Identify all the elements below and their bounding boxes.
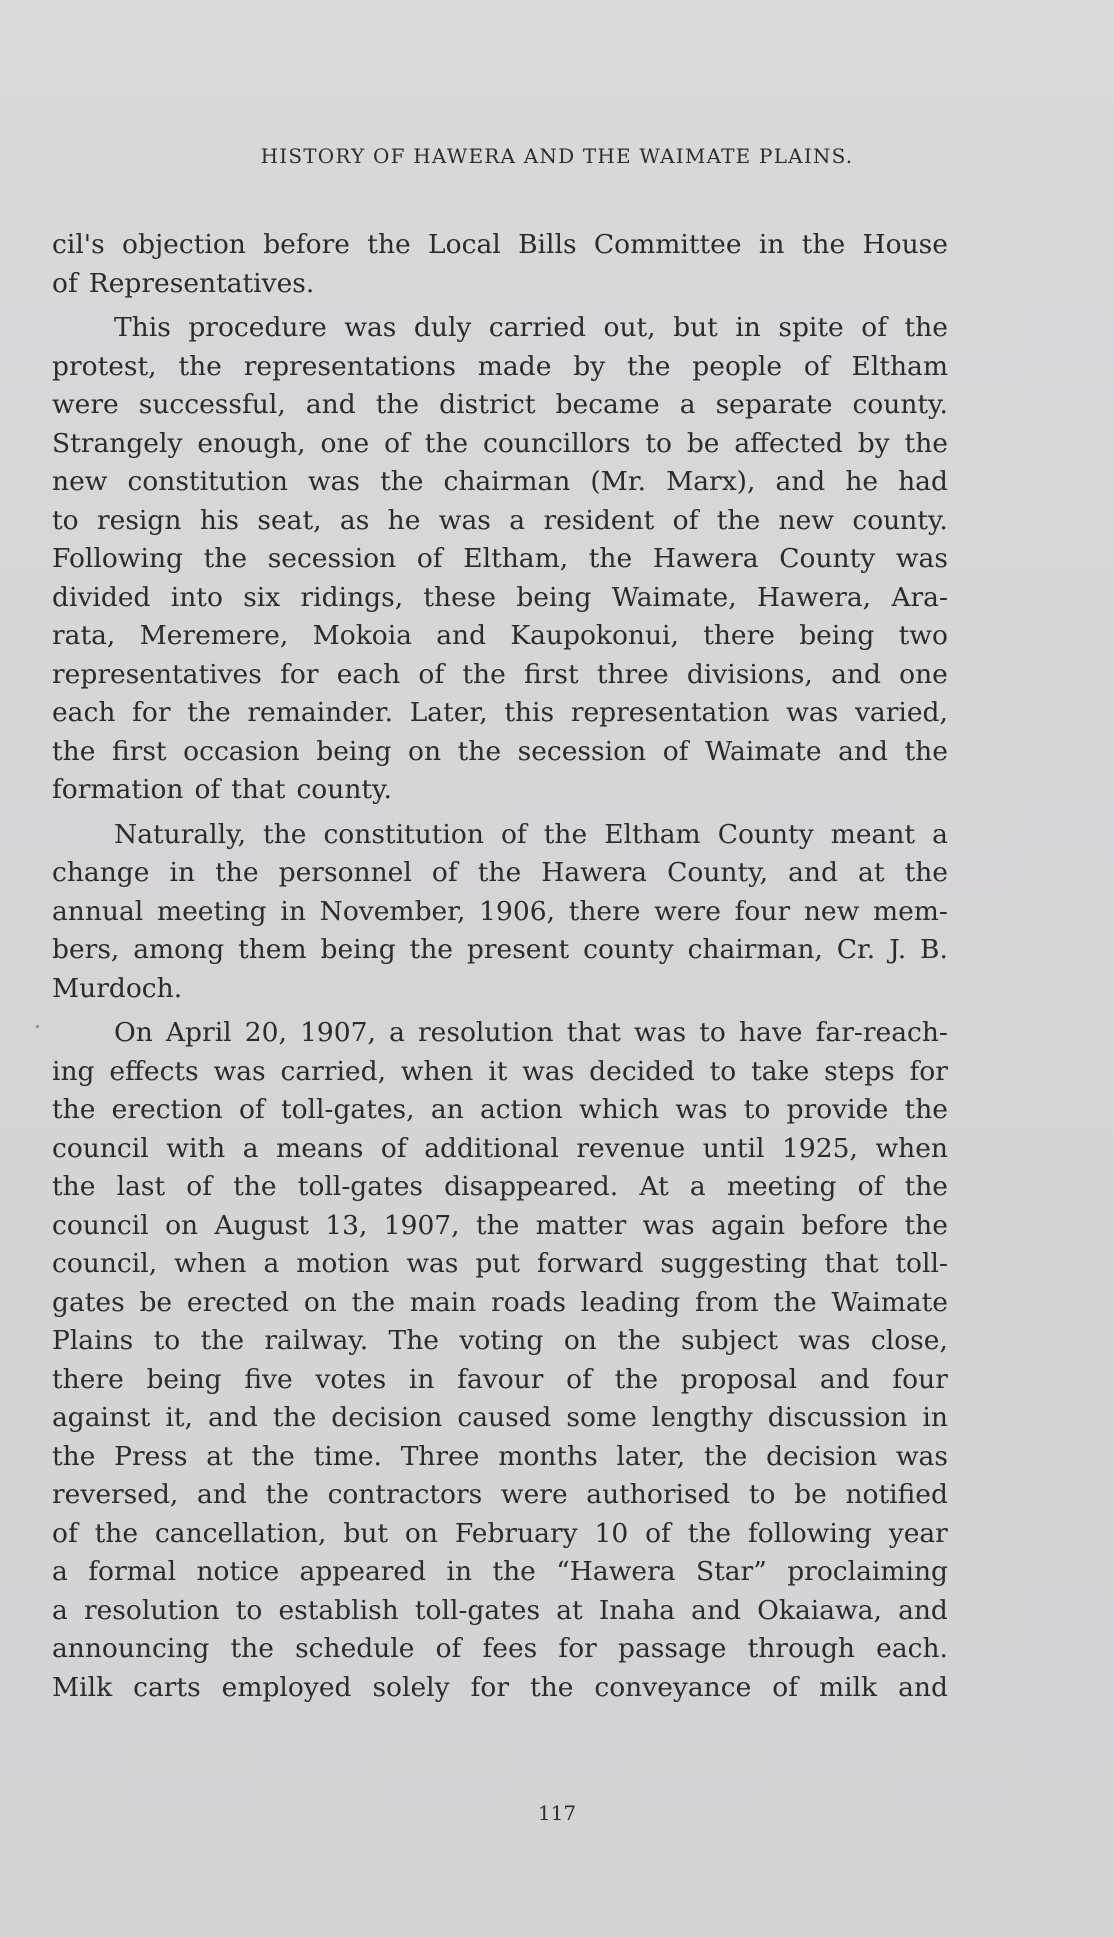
text-line: formation of that county. bbox=[52, 774, 392, 805]
text-line: change in the personnel of the Hawera County, and at the bbox=[52, 857, 948, 888]
text-line: new constitution was the chairman (Mr. Marx), and he had bbox=[52, 466, 948, 497]
text-line: the Press at the time. Three months later, the decision was bbox=[52, 1440, 948, 1472]
text-line: there being five votes in favour of the proposal and four bbox=[52, 1363, 948, 1395]
text-line: to resign his seat, as he was a resident of the new county. bbox=[52, 504, 948, 536]
running-head: HISTORY OF HAWERA AND THE WAIMATE PLAINS. bbox=[260, 144, 854, 168]
text-line: Following the secession of Eltham, the Hawera County was bbox=[52, 543, 948, 574]
text-line: cil's objection before the Local Bills Committee in the House bbox=[52, 229, 948, 260]
text-line: council on August 13, 1907, the matter was again before the bbox=[52, 1209, 948, 1241]
text-line: against it, and the decision caused some lengthy discussion in bbox=[52, 1402, 948, 1433]
text-line: ing effects was carried, when it was decided to take steps for bbox=[52, 1055, 948, 1087]
paragraph bbox=[52, 816, 948, 1009]
text-line: Murdoch. bbox=[52, 972, 183, 1004]
text-line: of the cancellation, but on February 10 of the following year bbox=[52, 1517, 948, 1549]
text-line: protest, the representations made by the people of Eltham bbox=[52, 350, 948, 382]
text-line: the erection of toll-gates, an action which was to provide the bbox=[52, 1094, 948, 1125]
text-line: gates be erected on the main roads leading from the Waimate bbox=[52, 1286, 948, 1318]
paragraph bbox=[52, 226, 948, 303]
text-line: a resolution to establish toll-gates at Inaha and Okaiawa, and bbox=[52, 1594, 948, 1626]
text-line: Naturally, the constitution of the Eltham County meant a bbox=[114, 818, 948, 850]
text-line: Strangely enough, one of the councillors to be affected by the bbox=[52, 427, 948, 459]
paper-speck bbox=[36, 1025, 39, 1028]
text-line: council with a means of additional revenue until 1925, when bbox=[52, 1132, 948, 1164]
text-line: rata, Meremere, Mokoia and Kaupokonui, there being two bbox=[52, 620, 948, 651]
text-line: the last of the toll-gates disappeared. At a meeting of the bbox=[52, 1171, 948, 1202]
text-line: a formal notice appeared in the “Hawera Star” proclaiming bbox=[52, 1556, 948, 1587]
text-line: This procedure was duly carried out, but in spite of the bbox=[114, 312, 948, 343]
text-line: announcing the schedule of fees for passage through each. bbox=[52, 1633, 948, 1664]
text-line: were successful, and the district became a separate county. bbox=[52, 389, 948, 420]
text-line: annual meeting in November, 1906, there were four new mem- bbox=[52, 895, 948, 927]
text-line: of Representatives. bbox=[52, 267, 315, 299]
text-line: representatives for each of the first three divisions, and one bbox=[52, 658, 948, 690]
text-line: Plains to the railway. The voting on the subject was close, bbox=[52, 1325, 948, 1356]
text-line: bers, among them being the present county chairman, Cr. J. B. bbox=[52, 934, 948, 965]
body-text bbox=[52, 226, 948, 1707]
text-line: divided into six ridings, these being Waimate, Hawera, Ara- bbox=[52, 581, 948, 613]
page-number: 117 bbox=[537, 1801, 577, 1825]
text-line: the first occasion being on the secession of Waimate and the bbox=[52, 735, 948, 767]
paragraph bbox=[52, 1014, 948, 1707]
text-line: council, when a motion was put forward suggesting that toll- bbox=[52, 1248, 948, 1279]
text-line: On April 20, 1907, a resolution that was to have far-reach- bbox=[114, 1017, 948, 1048]
text-line: each for the remainder. Later, this representation was varied, bbox=[52, 697, 948, 728]
text-line: Milk carts employed solely for the conveyance of milk and bbox=[52, 1671, 948, 1703]
text-line: reversed, and the contractors were authorised to be notified bbox=[52, 1479, 948, 1510]
paragraph bbox=[52, 309, 948, 810]
